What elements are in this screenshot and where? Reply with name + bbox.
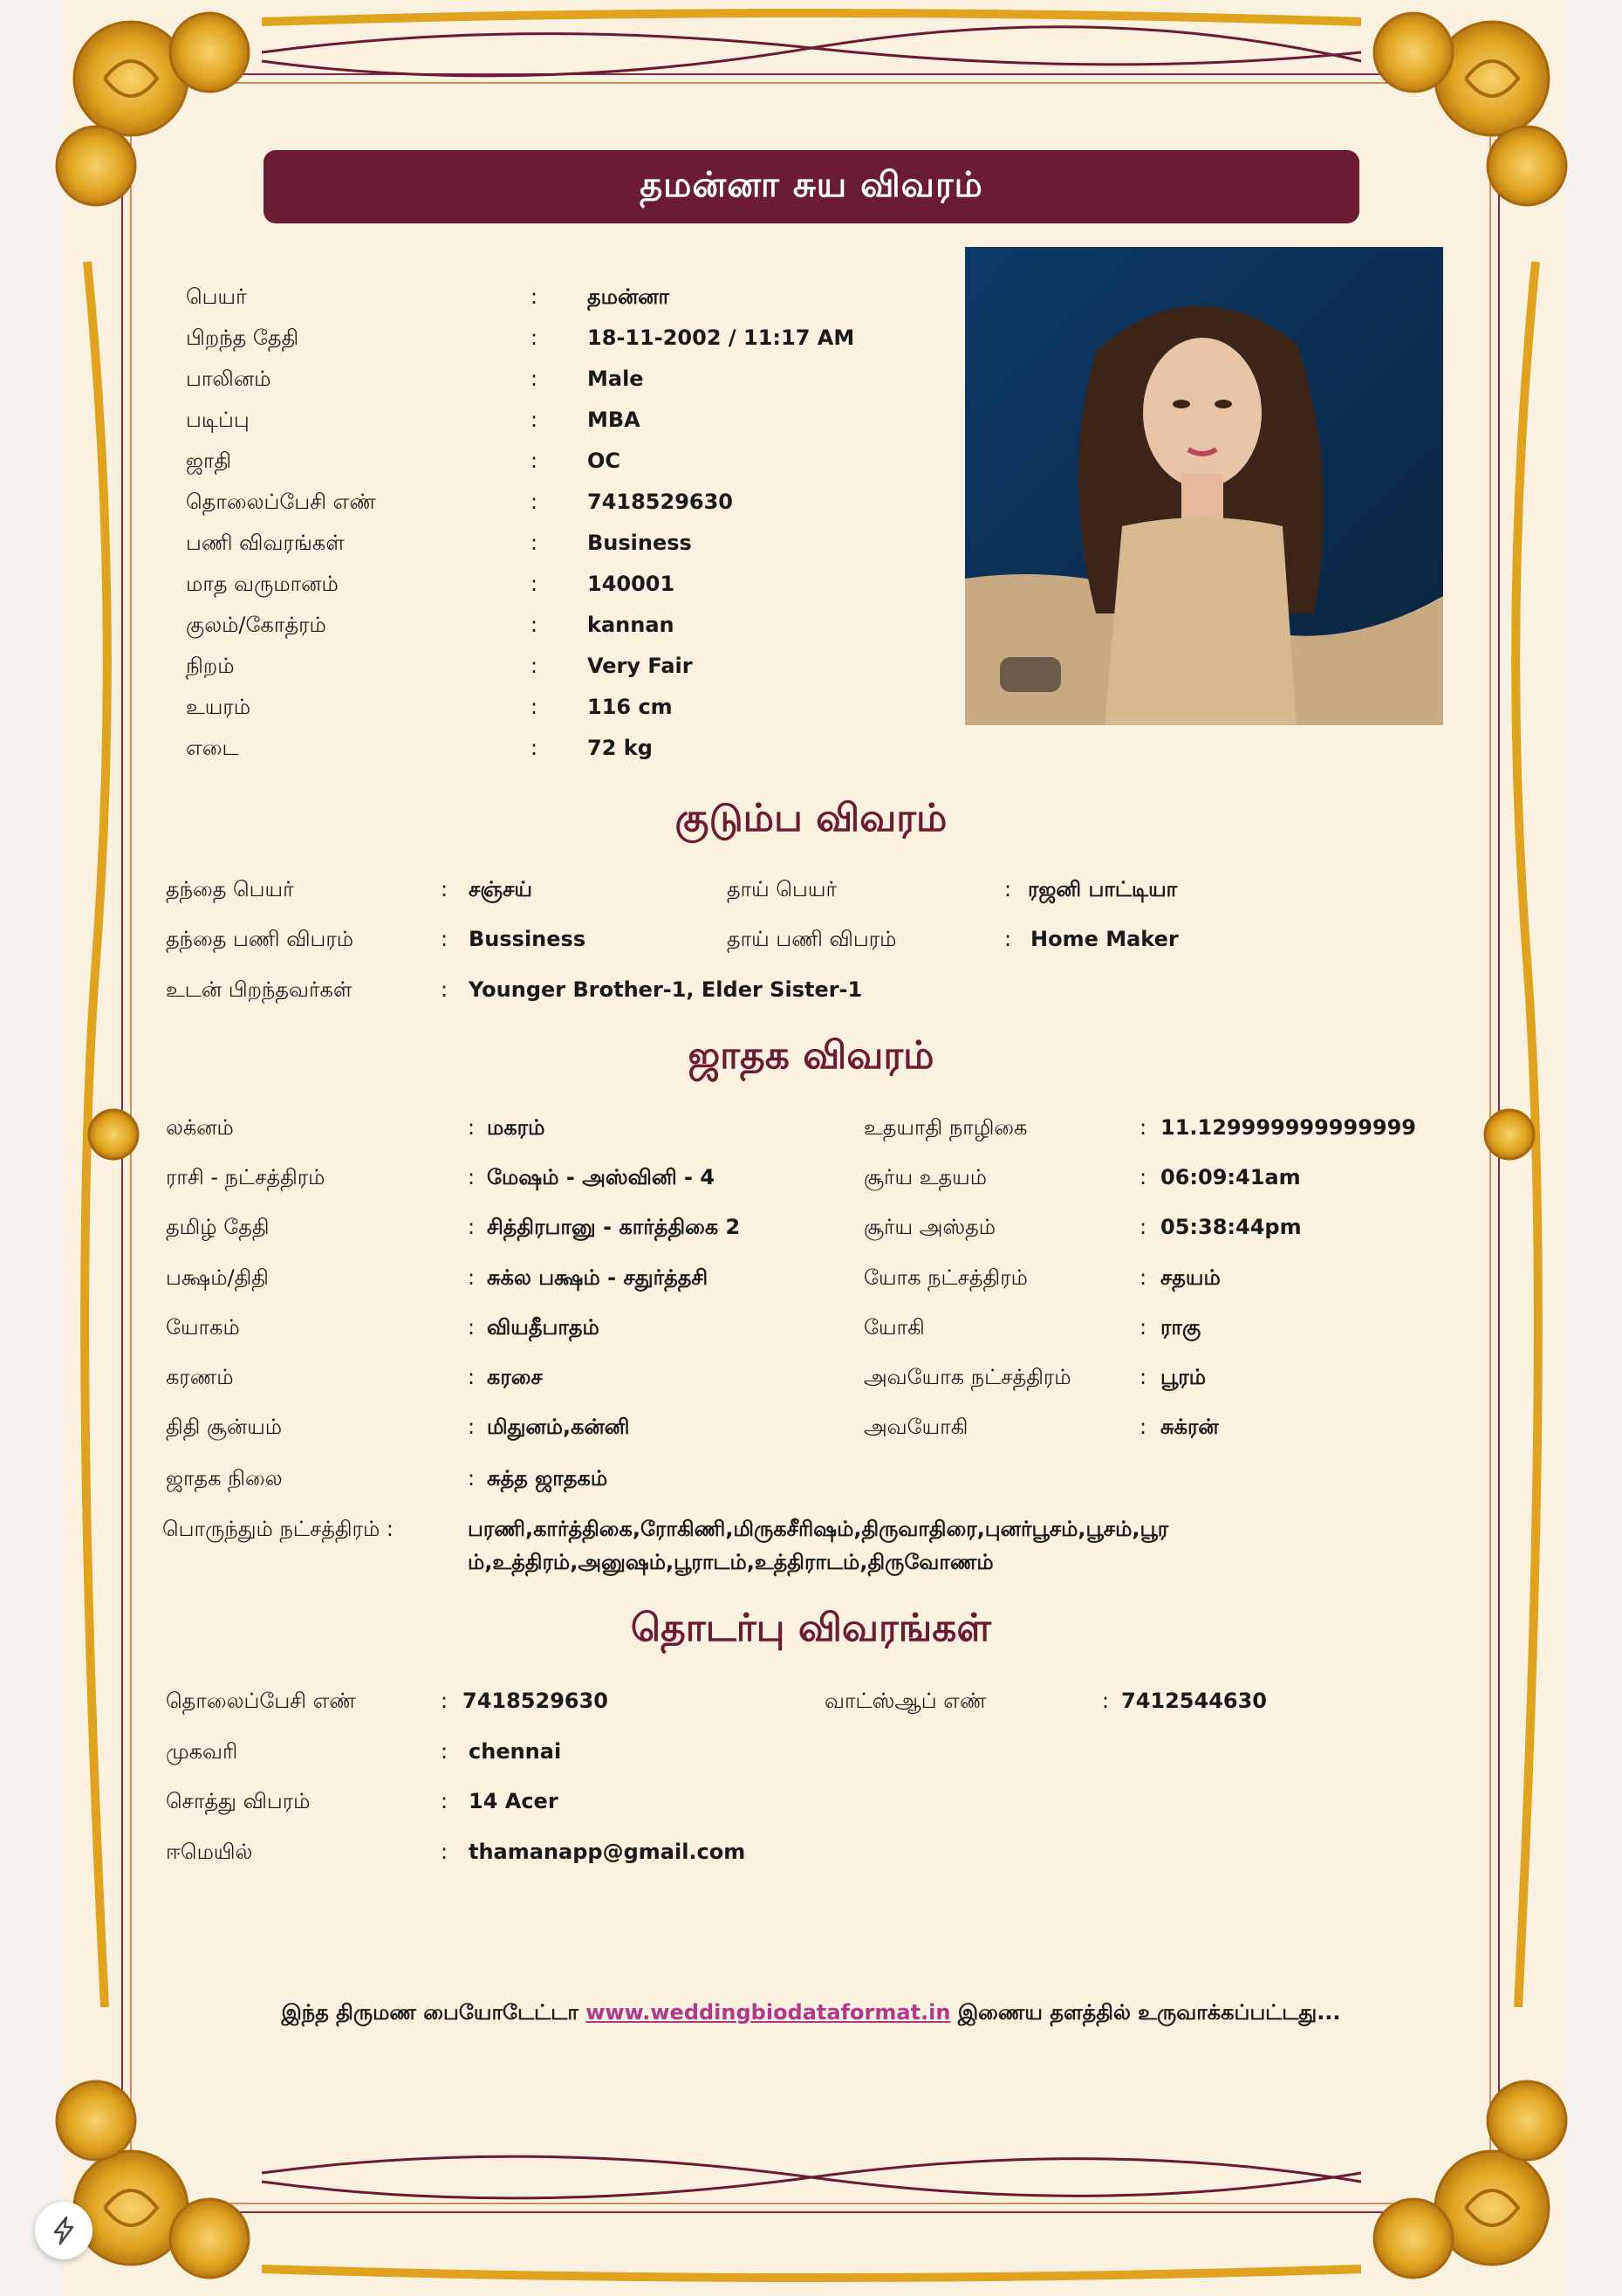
separator: : bbox=[530, 613, 538, 637]
detail-row bbox=[186, 688, 936, 729]
separator: : bbox=[1004, 877, 1012, 901]
detail-label: சூர்ய உதயம் bbox=[864, 1165, 988, 1189]
detail-value: மிதுனம்,கன்னி bbox=[487, 1415, 630, 1439]
quick-action-button[interactable] bbox=[35, 2202, 92, 2259]
detail-label: எடை bbox=[186, 736, 239, 760]
separator: : bbox=[1004, 927, 1012, 951]
detail-row bbox=[186, 442, 936, 483]
separator: : bbox=[441, 1840, 448, 1864]
detail-value: 06:09:41am bbox=[1160, 1165, 1301, 1189]
detail-label: படிப்பு bbox=[186, 408, 250, 432]
detail-label: யோக நட்சத்திரம் bbox=[864, 1265, 1028, 1290]
separator: : bbox=[530, 531, 538, 555]
detail-label: யோகி bbox=[864, 1315, 925, 1340]
separator: : bbox=[441, 877, 448, 901]
separator: : bbox=[468, 1115, 476, 1140]
footer-suffix: இணைய தளத்தில் உருவாக்கப்பட்டது... bbox=[950, 2000, 1341, 2025]
website-link[interactable]: www.weddingbiodataformat.in bbox=[585, 2000, 951, 2025]
detail-label: சொத்து விபரம் bbox=[166, 1789, 311, 1813]
footer-credit bbox=[0, 2000, 1622, 2027]
detail-value: 140001 bbox=[587, 572, 675, 596]
detail-value: கரசை bbox=[487, 1365, 543, 1389]
separator: : bbox=[1102, 1689, 1110, 1713]
separator: : bbox=[441, 1739, 448, 1764]
detail-value: Bussiness bbox=[469, 927, 586, 951]
phone-value: 7418529630 bbox=[462, 1689, 608, 1713]
matching-stars-line-2: ம்,உத்திரம்,அனுஷம்,பூராடம்,உத்திராடம்,திருவோணம் bbox=[468, 1550, 994, 1574]
detail-label: பொருந்தும் நட்சத்திரம் : bbox=[162, 1517, 394, 1541]
separator: : bbox=[1140, 1115, 1147, 1140]
separator: : bbox=[530, 736, 538, 760]
detail-value: Younger Brother-1, Elder Sister-1 bbox=[469, 977, 863, 1002]
detail-value: தமன்னா bbox=[587, 284, 670, 309]
detail-row bbox=[186, 729, 936, 770]
detail-row bbox=[186, 524, 936, 565]
separator: : bbox=[468, 1265, 476, 1290]
separator: : bbox=[530, 449, 538, 473]
detail-value: Male bbox=[587, 367, 644, 391]
detail-label: தொலைப்பேசி எண் bbox=[166, 1689, 356, 1713]
detail-value: Very Fair bbox=[587, 654, 693, 678]
separator: : bbox=[530, 572, 538, 596]
detail-label: ஜாதக நிலை bbox=[166, 1466, 283, 1491]
detail-label: உதயாதி நாழிகை bbox=[864, 1115, 1028, 1140]
detail-label: பக்ஷம்/திதி bbox=[166, 1265, 269, 1290]
detail-label: பணி விவரங்கள் bbox=[186, 531, 345, 555]
page-title: தமன்னா சுய விவரம் bbox=[263, 150, 1359, 223]
separator: : bbox=[441, 927, 448, 951]
detail-row bbox=[186, 360, 936, 401]
separator: : bbox=[441, 977, 448, 1002]
separator: : bbox=[468, 1466, 476, 1491]
detail-label: தமிழ் தேதி bbox=[166, 1215, 270, 1239]
detail-value: சுத்த ஜாதகம் bbox=[487, 1466, 608, 1491]
separator: : bbox=[530, 408, 538, 432]
detail-label: அவயோகி bbox=[864, 1415, 968, 1439]
detail-label: தாய் பணி விபரம் bbox=[727, 927, 897, 951]
separator: : bbox=[1140, 1215, 1147, 1239]
detail-value: வியதீபாதம் bbox=[487, 1315, 599, 1340]
detail-value: 7418529630 bbox=[587, 490, 733, 514]
profile-photo bbox=[965, 247, 1443, 725]
separator: : bbox=[530, 654, 538, 678]
personal-details bbox=[186, 278, 936, 770]
detail-row bbox=[186, 647, 936, 688]
detail-value: ரஜனி பாட்டியா bbox=[1028, 877, 1178, 901]
detail-row bbox=[186, 401, 936, 442]
detail-label: ராசி - நட்சத்திரம் bbox=[166, 1165, 325, 1189]
detail-label: பெயர் bbox=[186, 284, 247, 309]
detail-label: ஜாதி bbox=[186, 449, 232, 473]
detail-value: MBA bbox=[587, 408, 640, 432]
detail-value: 72 kg bbox=[587, 736, 653, 760]
detail-value: 05:38:44pm bbox=[1160, 1215, 1302, 1239]
detail-row bbox=[186, 278, 936, 319]
detail-label: தாய் பெயர் bbox=[727, 877, 838, 901]
detail-value: பூரம் bbox=[1160, 1365, 1207, 1389]
detail-row bbox=[186, 319, 936, 360]
separator: : bbox=[530, 326, 538, 350]
separator: : bbox=[530, 284, 538, 309]
detail-row bbox=[186, 565, 936, 606]
detail-row bbox=[186, 606, 936, 647]
detail-value: மகரம் bbox=[487, 1115, 545, 1140]
detail-label: திதி சூன்யம் bbox=[166, 1415, 283, 1439]
detail-label: லக்னம் bbox=[166, 1115, 234, 1140]
detail-value: சித்திரபானு - கார்த்திகை 2 bbox=[487, 1215, 741, 1239]
contact-heading: தொடர்பு விவரங்கள் bbox=[630, 1606, 992, 1650]
separator: : bbox=[468, 1415, 476, 1439]
detail-label: பிறந்த தேதி bbox=[186, 326, 299, 350]
detail-label: உடன் பிறந்தவர்கள் bbox=[166, 977, 352, 1002]
detail-label: மாத வருமானம் bbox=[186, 572, 339, 596]
detail-label: சூர்ய அஸ்தம் bbox=[864, 1215, 996, 1239]
detail-value: Home Maker bbox=[1030, 927, 1179, 951]
separator: : bbox=[1140, 1315, 1147, 1340]
detail-label: முகவரி bbox=[166, 1739, 238, 1764]
separator: : bbox=[1140, 1165, 1147, 1189]
detail-row bbox=[186, 483, 936, 524]
detail-value: ராகு bbox=[1160, 1315, 1201, 1340]
detail-value: 116 cm bbox=[587, 695, 673, 719]
detail-label: நிறம் bbox=[186, 654, 235, 678]
detail-label: வாட்ஸ்ஆப் எண் bbox=[825, 1689, 987, 1713]
email-value: thamanapp@gmail.com bbox=[469, 1840, 746, 1864]
detail-value: சுக்ல பக்ஷம் - சதுர்த்தசி bbox=[487, 1265, 708, 1290]
horoscope-heading: ஜாதக விவரம் bbox=[688, 1033, 934, 1078]
detail-label: உயரம் bbox=[186, 695, 251, 719]
separator: : bbox=[441, 1689, 448, 1713]
detail-value: சஞ்சய் bbox=[469, 877, 532, 901]
separator: : bbox=[441, 1789, 448, 1813]
detail-value: OC bbox=[587, 449, 621, 473]
detail-label: யோகம் bbox=[166, 1315, 240, 1340]
detail-label: கரணம் bbox=[166, 1365, 234, 1389]
detail-label: அவயோக நட்சத்திரம் bbox=[864, 1365, 1071, 1389]
separator: : bbox=[468, 1365, 476, 1389]
detail-value: Business bbox=[587, 531, 692, 555]
detail-value: மேஷம் - அஸ்வினி - 4 bbox=[487, 1165, 715, 1189]
detail-label: தந்தை பெயர் bbox=[166, 877, 294, 901]
detail-label: குலம்/கோத்ரம் bbox=[186, 613, 326, 637]
detail-value: kannan bbox=[587, 613, 674, 637]
separator: : bbox=[468, 1315, 476, 1340]
lightning-icon bbox=[51, 2216, 77, 2245]
separator: : bbox=[468, 1165, 476, 1189]
whatsapp-value: 7412544630 bbox=[1121, 1689, 1267, 1713]
separator: : bbox=[530, 695, 538, 719]
family-heading: குடும்ப விவரம் bbox=[674, 796, 948, 840]
footer-prefix: இந்த திருமண பையோடேட்டா bbox=[281, 2000, 586, 2025]
separator: : bbox=[1140, 1365, 1147, 1389]
detail-label: தந்தை பணி விபரம் bbox=[166, 927, 354, 951]
separator: : bbox=[468, 1215, 476, 1239]
detail-value: சதயம் bbox=[1160, 1265, 1221, 1290]
address-value: chennai bbox=[469, 1739, 562, 1764]
separator: : bbox=[1140, 1415, 1147, 1439]
detail-value: 11.129999999999999 bbox=[1160, 1115, 1417, 1140]
detail-value: சுக்ரன் bbox=[1160, 1415, 1219, 1439]
property-value: 14 Acer bbox=[469, 1789, 558, 1813]
matching-stars-line-1: பரணி,கார்த்திகை,ரோகிணி,மிருகசீரிஷம்,திருவாதிரை,புனர்பூசம்,பூசம்,பூர bbox=[468, 1517, 1169, 1541]
separator: : bbox=[530, 490, 538, 514]
detail-value: 18-11-2002 / 11:17 AM bbox=[587, 326, 855, 350]
detail-label: ஈமெயில் bbox=[166, 1840, 253, 1864]
separator: : bbox=[1140, 1265, 1147, 1290]
detail-label: பாலினம் bbox=[186, 367, 271, 391]
detail-label: தொலைப்பேசி எண் bbox=[186, 490, 376, 514]
separator: : bbox=[530, 367, 538, 391]
